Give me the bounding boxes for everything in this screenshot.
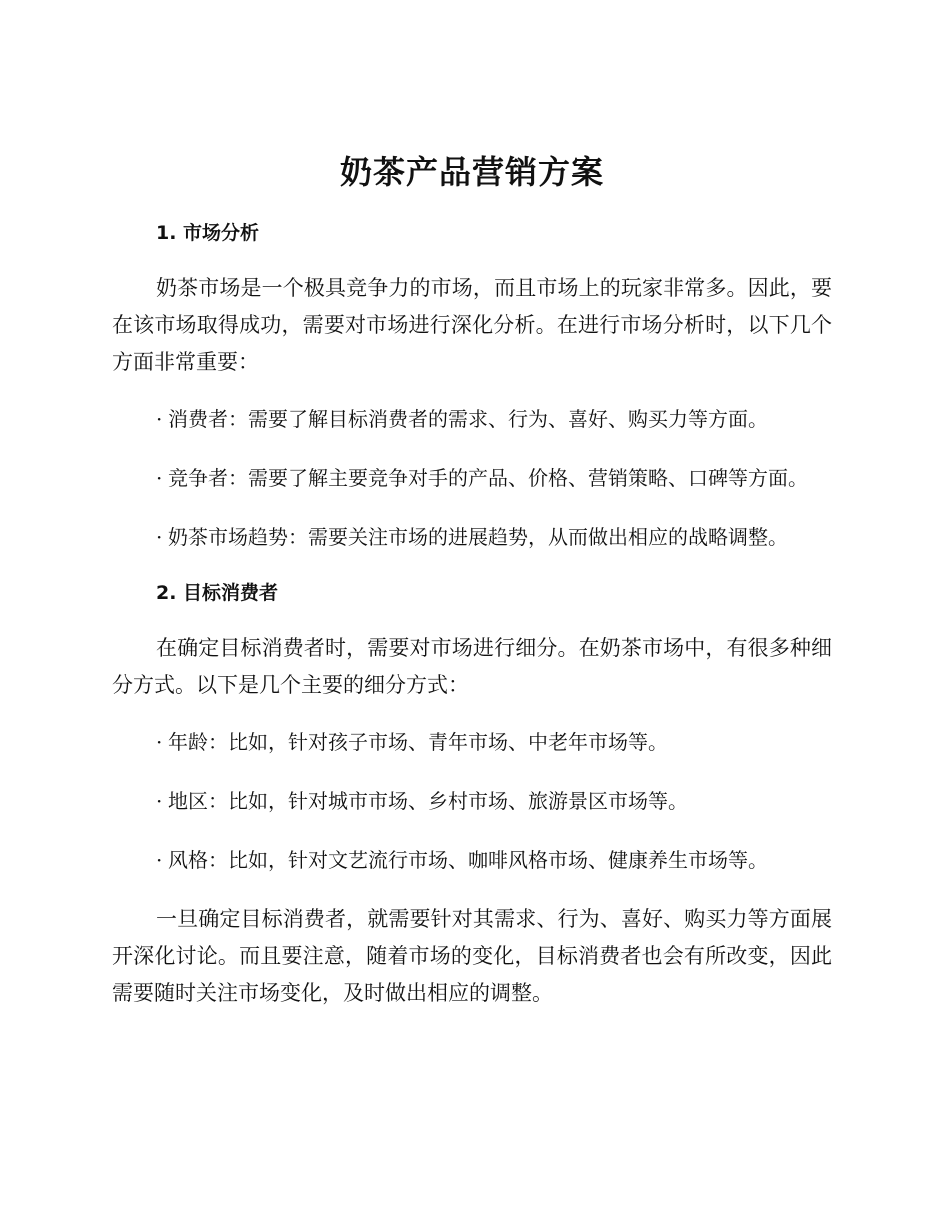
bullet-item-trends: [112, 519, 832, 556]
bullet-item-competitors: [112, 460, 832, 497]
bullet-dot-icon: ·: [156, 407, 163, 431]
bullet-item-consumers: [112, 401, 832, 438]
paragraph-segmentation-intro: 在确定目标消费者时，需要对市场进行细分。在奶茶市场中，有很多种细分方式。以下是几个主要的细分方式：: [112, 636, 832, 697]
bullet-item-region: [112, 783, 832, 820]
bullet-text: 消费者：需要了解目标消费者的需求、行为、喜好、购买力等方面。: [168, 407, 768, 431]
bullet-item-age: [112, 724, 832, 761]
bullet-text: 地区：比如，针对城市市场、乡村市场、旅游景区市场等。: [168, 789, 688, 813]
bullet-item-style: [112, 842, 832, 879]
bullet-dot-icon: ·: [156, 789, 163, 813]
document-title: 奶茶产品营销方案: [339, 153, 604, 191]
section-heading-market-analysis: 1. 市场分析: [156, 222, 260, 244]
bullet-dot-icon: ·: [156, 525, 163, 549]
bullet-dot-icon: ·: [156, 730, 163, 754]
bullet-text: 年龄：比如，针对孩子市场、青年市场、中老年市场等。: [168, 730, 668, 754]
bullet-text: 竞争者：需要了解主要竞争对手的产品、价格、营销策略、口碑等方面。: [168, 466, 808, 490]
bullet-text: 风格：比如，针对文艺流行市场、咖啡风格市场、健康养生市场等。: [168, 848, 768, 872]
bullet-text: 奶茶市场趋势：需要关注市场的进展趋势，从而做出相应的战略调整。: [168, 525, 788, 549]
paragraph-segmentation-outro: 一旦确定目标消费者，就需要针对其需求、行为、喜好、购买力等方面展开深化讨论。而且要注意，随着市场的变化，目标消费者也会有所改变，因此需要随时关注市场变化，及时做出相应的调整。: [112, 907, 832, 1005]
paragraph-market-intro: 奶茶市场是一个极具竞争力的市场，而且市场上的玩家非常多。因此，要在该市场取得成功，需要对市场进行深化分析。在进行市场分析时，以下几个方面非常重要：: [112, 276, 832, 374]
document-page: [112, 148, 832, 1032]
section-heading-target-consumers: 2. 目标消费者: [156, 582, 279, 604]
bullet-dot-icon: ·: [156, 466, 163, 490]
bullet-dot-icon: ·: [156, 848, 163, 872]
